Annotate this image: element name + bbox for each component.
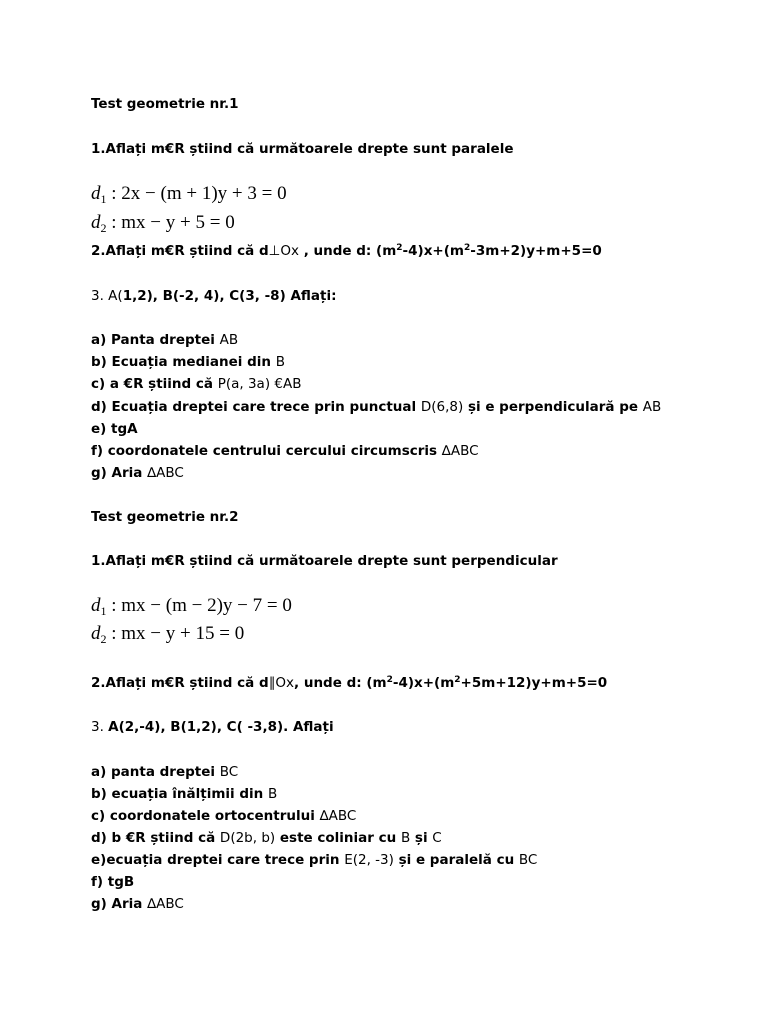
test1-problem-2: 2.Aflați m€R știind că d⊥Ox , unde d: $(m^2-4)x+(m^2-3m+2)y+m+5=0$ xyxy=(91,243,602,259)
test1-item-b: b) Ecuația medianei din B xyxy=(91,354,285,370)
test2-item-a: a) panta dreptei BC xyxy=(91,764,239,780)
test1-item-a: a) Panta dreptei AB xyxy=(91,332,239,348)
test1-equation-d1: $d_1$ : 2x − (m + 1)y + 3 = 0 xyxy=(91,183,287,206)
test1-problem-1: 1.Aflați m€R știind că următoarele drepte sunt paralele xyxy=(91,141,514,157)
test2-title: Test geometrie nr.2 xyxy=(91,509,239,525)
test2-equation-d2: $d_2$ : mx − y + 15 = 0 xyxy=(91,623,245,646)
test1-item-g: g) Aria ∆ABC xyxy=(91,465,184,481)
test2-item-d: d) b €R știind că D(2b, b) este coliniar cu B și C xyxy=(91,830,442,846)
test1-item-c: c) a €R știind că P(a, 3a) €AB xyxy=(91,376,302,392)
test2-item-e: e)ecuația dreptei care trece prin E(2, -3) și e paralelă cu BC xyxy=(91,852,538,868)
test1-title: Test geometrie nr.1 xyxy=(91,96,239,112)
test2-problem-3: 3. A(2,-4), B(1,2), C( -3,8). Aflați xyxy=(91,719,334,735)
test2-item-b: b) ecuația înălțimii din B xyxy=(91,786,278,802)
test2-item-c: c) coordonatele ortocentrului ∆ABC xyxy=(91,808,357,824)
test1-equation-d2: $d_2$ : mx − y + 5 = 0 xyxy=(91,212,235,235)
test1-item-f: f) coordonatele centrului cercului circumscris ∆ABC xyxy=(91,443,479,459)
test1-item-d: d) Ecuația dreptei care trece prin punctual D(6,8) și e perpendiculară pe AB xyxy=(91,399,662,415)
test2-item-f: f) tgB xyxy=(91,874,135,890)
test2-problem-1: 1.Aflați m€R știind că următoarele drepte sunt perpendicular xyxy=(91,553,558,569)
test1-item-e: e) tgA xyxy=(91,421,138,437)
test2-item-g: g) Aria ∆ABC xyxy=(91,896,184,912)
test2-problem-2: 2.Aflați m€R știind că d∥Ox, unde d: $(m^2-4)x+(m^2+5m+12)y+m+5=0$ xyxy=(91,675,608,691)
test1-problem-3: 3. A(1,2), B(-2, 4), C(3, -8) Aflați: xyxy=(91,288,337,304)
test2-equation-d1: $d_1$ : mx − (m − 2)y − 7 = 0 xyxy=(91,595,292,618)
